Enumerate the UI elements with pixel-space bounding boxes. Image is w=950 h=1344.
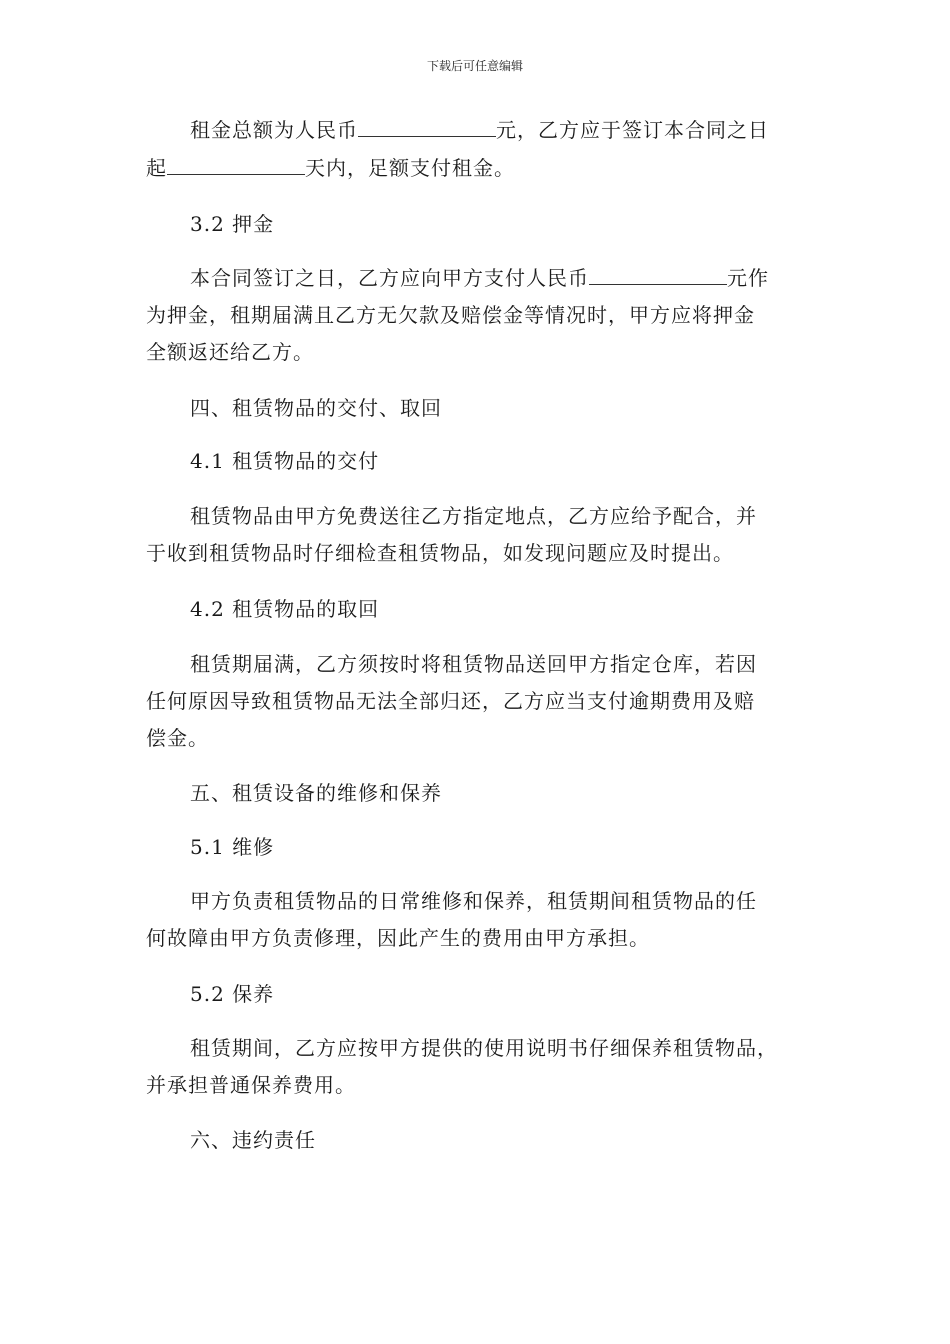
repair-line-2: 何故障由甲方负责修理，因此产生的费用由甲方承担。 — [146, 926, 650, 950]
section-4-heading: 四、租赁物品的交付、取回 — [190, 396, 442, 420]
rent-total-label: 租金总额为人民币 — [190, 118, 358, 142]
return-line-2: 任何原因导致租赁物品无法全部归还，乙方应当支付逾期费用及赔 — [146, 689, 755, 713]
payment-days-tail: 天内，足额支付租金。 — [305, 156, 515, 180]
rent-total-line — [190, 118, 769, 142]
section-6-heading: 六、违约责任 — [190, 1128, 316, 1152]
return-line-3: 偿金。 — [146, 726, 209, 750]
payment-days-blank[interactable] — [167, 156, 305, 175]
section-4-2-heading: 4.2 租赁物品的取回 — [190, 597, 380, 621]
deposit-tail: 元作 — [727, 266, 769, 290]
section-5-heading: 五、租赁设备的维修和保养 — [190, 781, 442, 805]
deposit-label: 本合同签订之日，乙方应向甲方支付人民币 — [190, 266, 589, 290]
rent-total-tail: 元，乙方应于签订本合同之日 — [496, 118, 769, 142]
repair-line-1: 甲方负责租赁物品的日常维修和保养，租赁期间租赁物品的任 — [190, 889, 757, 913]
return-line-1: 租赁期届满，乙方须按时将租赁物品送回甲方指定仓库，若因 — [190, 652, 757, 676]
delivery-line-1: 租赁物品由甲方免费送往乙方指定地点，乙方应给予配合，并 — [190, 504, 757, 528]
section-4-1-heading: 4.1 租赁物品的交付 — [190, 449, 380, 473]
section-3-2-heading: 3.2 押金 — [190, 212, 275, 236]
delivery-line-2: 于收到租赁物品时仔细检查租赁物品，如发现问题应及时提出。 — [146, 541, 734, 565]
deposit-line-2: 为押金，租期届满且乙方无欠款及赔偿金等情况时，甲方应将押金 — [146, 303, 755, 327]
section-5-2-heading: 5.2 保养 — [190, 982, 275, 1006]
section-5-1-heading: 5.1 维修 — [190, 835, 275, 859]
deposit-line-3: 全额返还给乙方。 — [146, 340, 314, 364]
maintenance-line-2: 并承担普通保养费用。 — [146, 1073, 356, 1097]
page-header: 下载后可任意编辑 — [426, 59, 523, 73]
deposit-amount-blank[interactable] — [589, 266, 727, 285]
payment-days-label: 起 — [146, 156, 167, 180]
deposit-line-1 — [190, 266, 769, 290]
maintenance-line-1: 租赁期间，乙方应按甲方提供的使用说明书仔细保养租赁物品， — [190, 1036, 778, 1060]
payment-days-line — [146, 156, 515, 180]
rent-amount-blank[interactable] — [358, 118, 496, 137]
